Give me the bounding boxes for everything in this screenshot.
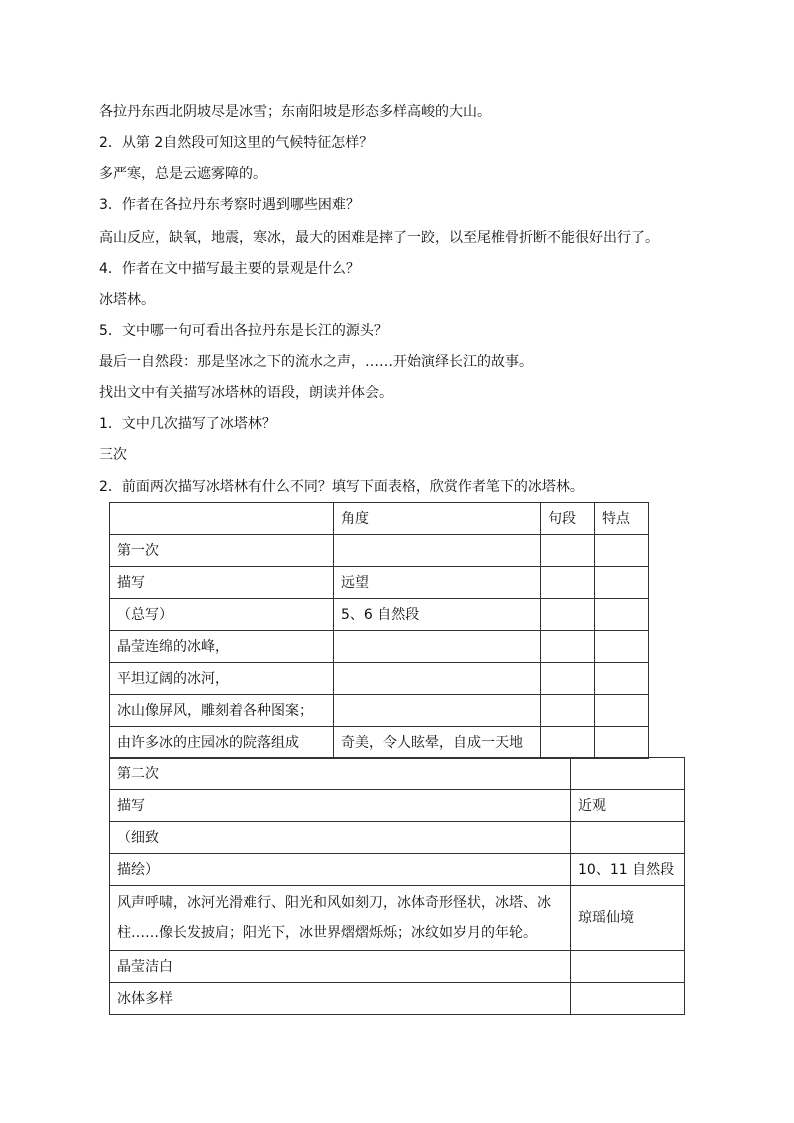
table-cell: 琼瑶仙境 <box>571 886 685 951</box>
instruction-line: 找出文中有关描写冰塔林的语段，朗读并体会。 <box>99 385 393 401</box>
table-cell <box>595 535 649 567</box>
table-cell: 描写 <box>110 790 571 822</box>
table-cell <box>110 503 334 535</box>
table-cell <box>334 695 541 727</box>
table-row <box>110 758 685 790</box>
table-cell <box>595 663 649 695</box>
table-row <box>110 567 649 599</box>
table-cell <box>571 983 685 1015</box>
table-cell: 句段 <box>541 503 595 535</box>
answer-4: 冰塔林。 <box>99 292 155 308</box>
sub-answer-1: 三次 <box>99 447 127 463</box>
table-cell: 5、6 自然段 <box>334 599 541 631</box>
table-cell <box>571 758 685 790</box>
table-cell: 晶莹连绵的冰峰， <box>110 631 334 663</box>
table-cell: 10、11 自然段 <box>571 854 685 886</box>
first-description-table <box>109 502 649 759</box>
table-cell <box>541 535 595 567</box>
table-row <box>110 790 685 822</box>
table-cell <box>595 695 649 727</box>
sub-question-2: 2．前面两次描写冰塔林有什么不同？填写下面表格，欣赏作者笔下的冰塔林。 <box>99 479 584 495</box>
table-cell <box>541 727 595 759</box>
table-cell: 由许多冰的庄园冰的院落组成 <box>110 727 334 759</box>
question-4: 4．作者在文中描写最主要的景观是什么？ <box>99 261 360 277</box>
table-cell: 近观 <box>571 790 685 822</box>
table-cell: 第一次 <box>110 535 334 567</box>
table-cell <box>571 822 685 854</box>
table-cell <box>334 535 541 567</box>
table-cell <box>541 631 595 663</box>
answer-5: 最后一自然段：那是坚冰之下的流水之声，……开始演绎长江的故事。 <box>99 354 533 370</box>
table-cell <box>571 951 685 983</box>
table-cell: （总写） <box>110 599 334 631</box>
question-3: 3．作者在各拉丹东考察时遇到哪些困难？ <box>99 197 360 213</box>
table-cell: 风声呼啸，冰河光滑难行、阳光和风如刻刀，冰体奇形怪状，冰塔、冰柱……像长发披肩；阳光下，冰世界熠熠烁烁；冰纹如岁月的年轮。 <box>110 886 571 951</box>
table-row <box>110 695 649 727</box>
table-cell <box>541 695 595 727</box>
table-row <box>110 886 685 951</box>
question-5: 5．文中哪一句可看出各拉丹东是长江的源头？ <box>99 323 388 339</box>
answer-line: 各拉丹东西北阴坡尽是冰雪；东南阳坡是形态多样高峻的大山。 <box>99 104 491 120</box>
table-cell <box>541 567 595 599</box>
table-cell <box>541 599 595 631</box>
table-row <box>110 951 685 983</box>
table-cell: 描写 <box>110 567 334 599</box>
table-cell: 特点 <box>595 503 649 535</box>
table-cell: 第二次 <box>110 758 571 790</box>
table-cell <box>334 663 541 695</box>
table-cell: 角度 <box>334 503 541 535</box>
table-row <box>110 822 685 854</box>
table-cell: 冰山像屏风，雕刻着各种图案； <box>110 695 334 727</box>
table-row <box>110 599 649 631</box>
table-row <box>110 535 649 567</box>
table-row <box>110 854 685 886</box>
table-cell <box>595 631 649 663</box>
table-row <box>110 631 649 663</box>
table-cell <box>595 599 649 631</box>
table-row <box>110 663 649 695</box>
table-cell: 冰体多样 <box>110 983 571 1015</box>
question-2: 2．从第 2自然段可知这里的气候特征怎样？ <box>99 135 374 151</box>
sub-question-1: 1．文中几次描写了冰塔林？ <box>99 416 276 432</box>
table-header-row <box>110 503 649 535</box>
table-cell: 晶莹洁白 <box>110 951 571 983</box>
table-cell <box>541 663 595 695</box>
second-description-table <box>109 757 685 1015</box>
answer-2: 多严寒，总是云遮雾障的。 <box>99 166 267 182</box>
table-cell <box>334 631 541 663</box>
table-cell: （细致 <box>110 822 571 854</box>
table-cell: 远望 <box>334 567 541 599</box>
table-cell <box>595 727 649 759</box>
table-cell: 描绘） <box>110 854 571 886</box>
table-cell <box>595 567 649 599</box>
answer-3: 高山反应，缺氧，地震，寒冰，最大的困难是摔了一跤，以至尾椎骨折断不能很好出行了。 <box>99 230 659 246</box>
table-cell: 奇美，令人眩晕，自成一天地 <box>334 727 541 759</box>
table-cell: 平坦辽阔的冰河， <box>110 663 334 695</box>
table-row <box>110 727 649 759</box>
table-row <box>110 983 685 1015</box>
